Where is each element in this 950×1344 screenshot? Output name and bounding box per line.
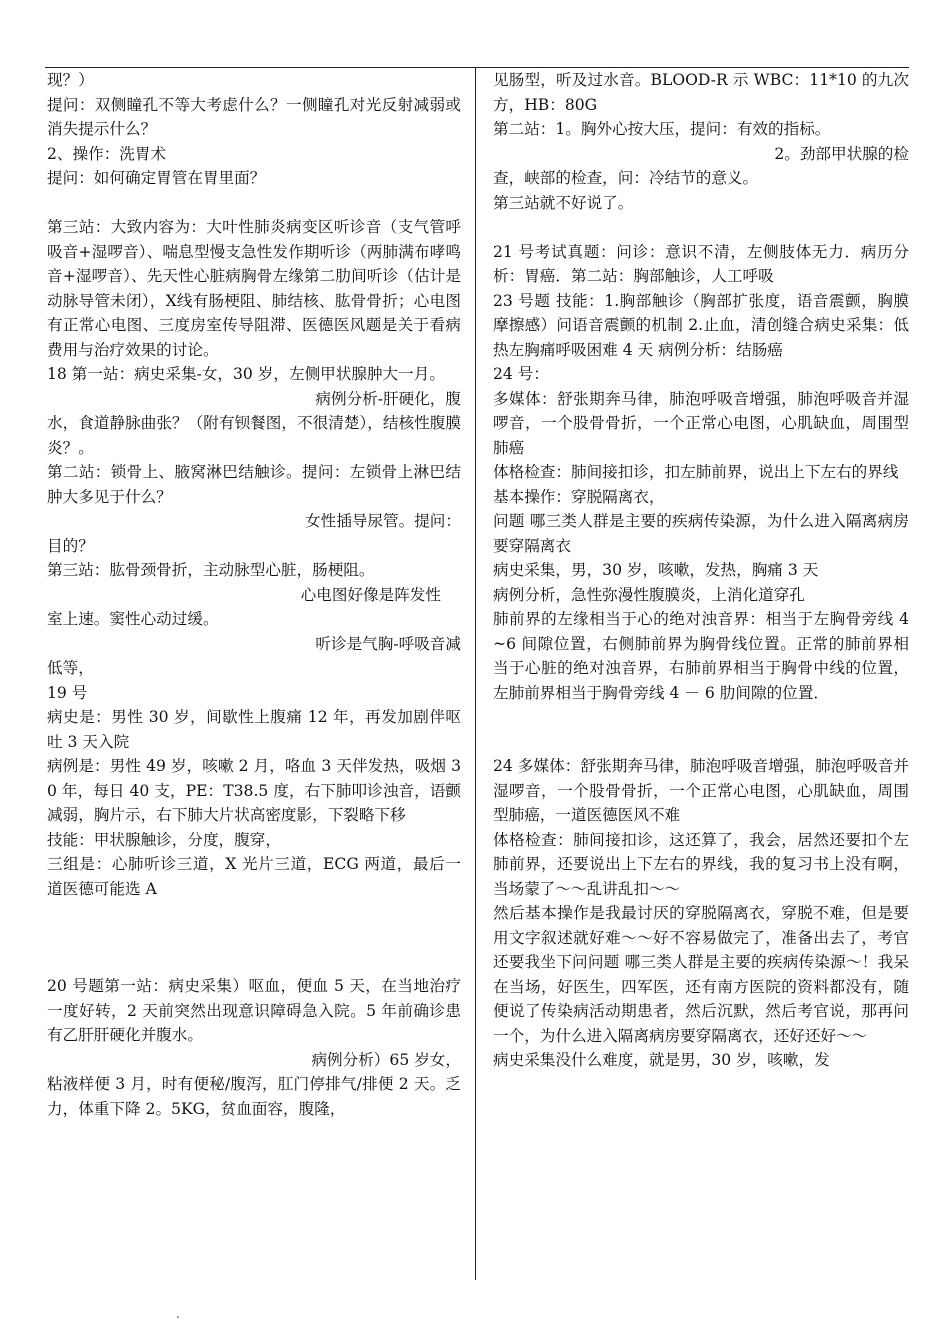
paragraph: 体格检查：肺间接扣诊，扣左肺前界，说出上下左右的界线 xyxy=(493,463,899,481)
paragraph: 24 号： xyxy=(493,365,549,383)
paragraph: 23 号题 技能：1.胸部触诊（胸部扩张度，语音震颤，胸膜摩擦感）问语音震颤的机制 2.止血，清创缝合病史采集：低热左胸痛呼吸困难 4 天 病例分析：结肠癌 xyxy=(493,291,909,359)
paragraph: 女性插导尿管。提问： xyxy=(305,512,461,530)
paragraph: 第二站：锁骨上、腋窝淋巴结触诊。提问：左锁骨上淋巴结肿大多见于什么？ xyxy=(47,463,461,506)
footer-mark: . xyxy=(176,1307,180,1321)
paragraph: 19 号 xyxy=(47,683,88,702)
paragraph: 水，食道静脉曲张？（附有钡餐图，不很清楚），结核性腹膜炎？。 xyxy=(47,414,461,457)
paragraph: 20 号题第一站：病史采集）呕血，便血 5 天，在当地治疗一度好转，2 天前突然出现意识障碍急入院。5 年前确诊患有乙肝肝硬化并腹水。 xyxy=(47,977,461,1044)
spacer xyxy=(47,901,461,974)
paragraph: 室上速。窦性心动过缓。 xyxy=(47,610,219,628)
paragraph: 然后基本操作是我最讨厌的穿脱隔离衣，穿脱不难，但是要用文字叙述就好难～～好不容易做完了，准备出去了，考官还要我坐下问问题 哪三类人群是主要的疾病传染源～！我呆在当场，好医生，四军医，还有南方医院的资料都没有，随便说了传染病活动期患者，然后沉默，然后考官说，那再问一个，为什么进入隔离病房要穿隔离衣，还好还好～～ xyxy=(493,904,909,1045)
paragraph: 第三站就不好说了。 xyxy=(493,193,634,212)
paragraph: 粘液样便 3 月，时有便秘/腹泻，肛门停排气/排便 2 天。乏力，体重下降 2。5KG，贫血面容，腹隆， xyxy=(47,1075,461,1118)
paragraph: 提问：如何确定胃管在胃里面？ xyxy=(47,169,266,187)
paragraph: 病例分析）65 岁女， xyxy=(311,1050,461,1069)
paragraph: 病例分析，急性弥漫性腹膜炎，上消化道穿孔 xyxy=(493,585,805,604)
right-column xyxy=(493,68,909,1073)
paragraph: 见肠型，听及过水音。BLOOD-R 示 WBC：11*10 的九次方，HB：80G xyxy=(493,71,909,114)
paragraph: 听诊是气胸-呼吸音减 xyxy=(315,634,461,653)
paragraph: 肺前界的左缘相当于心的绝对浊音界：相当于左胸骨旁线 4~6 间隙位置，右侧肺前界为胸骨线位置。正常的肺前界相当于心脏的绝对浊音界，右肺前界相当于胸骨中线的位置，左肺前界相当于胸骨旁线 4 － 6 肋间隙的位置． xyxy=(493,610,909,702)
paragraph: 第二站：1。胸外心按大压，提问：有效的指标。 xyxy=(493,120,831,138)
paragraph: 现？） xyxy=(47,71,94,89)
paragraph: 低等， xyxy=(47,659,94,677)
paragraph: 三组是：心肺听诊三道，X 光片三道，ECG 两道，最后一道医德可能选 A xyxy=(47,855,461,898)
paragraph: 病例是：男性 49 岁，咳嗽 2 月，咯血 3 天伴发热，吸烟 30 年，每日 40 支，PE：T38.5 度，右下肺叩诊浊音，语颤减弱，胸片示，右下肺大片状高密度影，下裂略下移 xyxy=(47,757,461,824)
paragraph: 多媒体：舒张期奔马律，肺泡呼吸音增强，肺泡呼吸音并湿啰音，一个股骨骨折，一个正常心电图，心肌缺血，周围型肺癌 xyxy=(493,389,909,457)
paragraph: 查，峡部的检查，问：冷结节的意义。 xyxy=(493,169,759,187)
paragraph: 体格检查：肺间接扣诊，这还算了，我会，居然还要扣个左肺前界，还要说出上下左右的界线，我的复习书上没有啊，当场蒙了～～乱讲乱扣～～ xyxy=(493,830,909,898)
paragraph: 病史采集，男，30 岁，咳嗽，发热，胸痛 3 天 xyxy=(493,561,819,579)
spacer xyxy=(47,191,461,216)
column-divider xyxy=(475,67,476,1280)
paragraph: 目的？ xyxy=(47,536,94,555)
spacer xyxy=(493,705,909,754)
paragraph: 提问：双侧瞳孔不等大考虑什么？一侧瞳孔对光反射减弱或消失提示什么？ xyxy=(47,95,461,138)
paragraph: 心电图好像是阵发性 xyxy=(300,585,441,604)
paragraph: 问题 哪三类人群是主要的疾病传染源，为什么进入隔离病房要穿隔离衣 xyxy=(493,512,909,555)
paragraph: 2、操作：洗胃术 xyxy=(47,144,167,163)
paragraph: 第三站：大致内容为：大叶性肺炎病变区听诊音（支气管呼吸音+湿啰音）、喘息型慢支急性发作期听诊（两肺满布哮鸣音+湿啰音）、先天性心脏病胸骨左缘第二肋间听诊（估计是动脉导管未闭），X线有肠梗阻、肺结核、肱骨骨折；心电图有正常心电图、三度房室传导阻滞、医德医风题是关于看病费用与治疗效果的讨论。 xyxy=(47,218,461,359)
paragraph: 2。劲部甲状腺的检 xyxy=(774,144,909,163)
paragraph: 技能：甲状腺触诊，分度，腹穿， xyxy=(47,830,281,849)
paragraph: 病例分析-肝硬化，腹 xyxy=(315,389,461,408)
paragraph: 21 号考试真题：问诊：意识不清，左侧肢体无力．病历分析：胃癌．第二站：胸部触诊，人工呼吸 xyxy=(493,242,909,285)
paragraph: 病史采集没什么难度，就是男，30 岁，咳嗽，发 xyxy=(493,1051,830,1069)
spacer xyxy=(493,215,909,240)
paragraph: 基本操作：穿脱隔离衣， xyxy=(493,487,665,506)
paragraph: 18 第一站：病史采集-女，30 岁，左侧甲状腺肿大一月。 xyxy=(47,365,445,383)
paragraph: 病史是：男性 30 岁，间歇性上腹痛 12 年，再发加剧伴呕吐 3 天入院 xyxy=(47,708,461,751)
paragraph: 24 多媒体：舒张期奔马律，肺泡呼吸音增强，肺泡呼吸音并湿啰音，一个股骨骨折，一个正常心电图，心肌缺血，周围型肺癌，一道医德医风不难 xyxy=(493,757,909,824)
paragraph: 第三站：肱骨颈骨折，主动脉型心脏，肠梗阻。 xyxy=(47,561,375,579)
left-column xyxy=(47,68,461,1121)
